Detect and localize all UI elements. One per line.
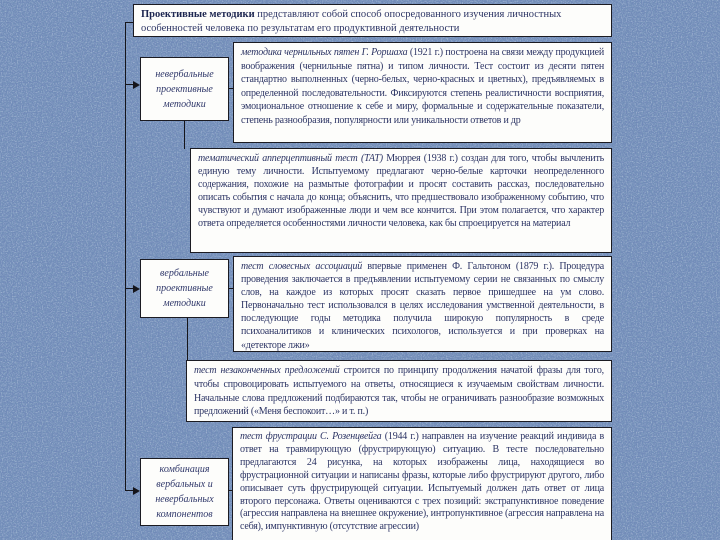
connector-arrow-icon [133, 285, 140, 293]
title-bold-lead: Проективные методики [141, 9, 255, 20]
method-description: строится по принципу продолжения начатой фразы для того, чтобы спровоцировать испытуемого на ответы, относящиеся к изучаемым свойствам личности. Начальные слова предложений подбираются так, чтобы не ограничивать разнообразие возможных предложений («Меня беспокоит…» и т. п.) [194, 365, 604, 418]
group-label-combined [140, 458, 229, 526]
content-box-unfinished-sentences [186, 360, 612, 422]
group-label-text: комбинация вербальных и невербальных компонентов [155, 464, 214, 520]
method-description: впервые применен Ф. Гальтоном (1879 г.). Процедура проведения заключается в предъявлении испытуемому серии не связанных по смыслу слов, на каждое из которых просят сказать первое пришедшее на ум слово. Первоначально тест использовался в целях исследования умственной деятельности, в последующие годы методика получила широкую популярность в среде психоаналитиков и клинических психологов, используется и при проверках на «детекторе лжи» [241, 261, 604, 351]
connector-arrow-icon [133, 487, 140, 495]
method-description: (1921 г.) построена на связи между продукцией воображения (чернильные пятна) и типом личности. Тест состоит из десяти пятен стандартно выполненных (черно-белых, черно-красных и цветных), предъявляемых в определенной последовательности. Фиксируются степень реалистичности восприятия, эмоциональное отношение к себе и миру, формальные и содержательные показатели, степень разнообразия, популярности или уникальности ответов и др [241, 47, 604, 126]
method-name-italic: тест словесных ассоциаций [241, 261, 363, 272]
method-description: (1944 г.) направлен на изучение реакций индивида в ответ на травмирующую (фрустрирующую) ситуацию. В тесте последовательно предлагаются 24 рисунка, на которых изображены лица, находящиеся во фрустрационной ситуации и написаны фразы, которые либо фрустрируют другого, либо описывает суть фрустрирующей ситуации. Испытуемый должен дать ответ от лица второго персонажа. Ответы оцениваются с трех позиций: экстрапунктивное поведение (агрессия направлена на внешнее окружение), интропунктивное (агрессия направлена на себя), импунктивную (отсутствие агрессии) [240, 431, 604, 533]
group-label-text: невербальные проективные методики [155, 68, 214, 110]
connector-label1-down [184, 120, 185, 149]
connector-trunk-line [125, 22, 126, 490]
content-box-tat [190, 148, 612, 253]
title-box [133, 4, 612, 37]
method-name-italic: тест фрустрации С. Розенцвейга [240, 431, 382, 442]
connector-arrow-icon [133, 81, 140, 89]
content-box-rorschach [233, 42, 612, 143]
method-name-italic: тематический апперцептивный тест (ТАТ) [198, 153, 383, 164]
title-rest-text: представляют собой способ опосредованного изучения личностных особенностей человека по результатам его продуктивной деятельности [141, 9, 562, 34]
group-label-nonverbal [140, 57, 229, 121]
group-label-text: вербальные проективные методики [156, 268, 213, 309]
method-name-italic: тест незаконченных предложений [194, 365, 340, 376]
group-label-verbal [140, 259, 229, 318]
method-description: Мюррея (1938 г.) создан для того, чтобы вычленить единую тему личности. Испытуемому предлагают черно-белые карточки неопределенного содержания, похожие на размытые фотографии и просят составить рассказ, последовательно описать события с начала до конца; объяснить, что предшествовало изображенному событию, что чувствуют и думают изображенные люди и чем все кончится. При этом полагается, что характер ответа определяется особенностями личности человека, как бы спроецируется на материал [198, 153, 604, 229]
content-box-word-association [233, 256, 612, 352]
connector-label2-down [187, 317, 188, 361]
method-name-italic: методика чернильных пятен Г. Роршаха [241, 47, 408, 58]
content-box-rosenzweig [232, 427, 612, 540]
